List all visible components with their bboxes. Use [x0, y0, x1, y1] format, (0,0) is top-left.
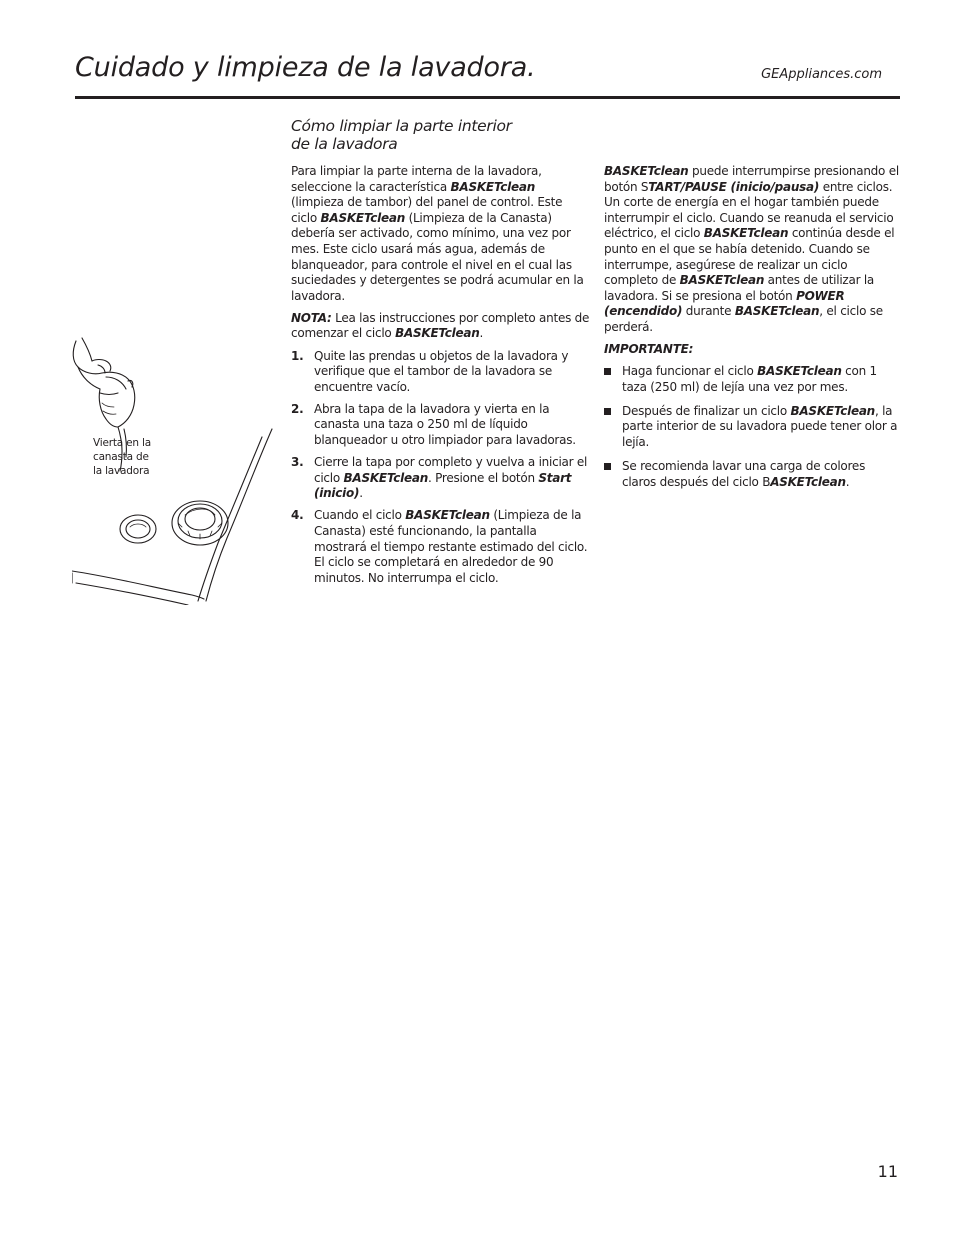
text: Para limpiar la parte interna de la lavadora, seleccione la característica: [291, 164, 542, 194]
step-item: [291, 508, 591, 586]
text: Cuando el ciclo: [314, 508, 406, 523]
text: durante: [682, 304, 735, 319]
text: (Limpieza de la Canasta) esté funcionando, la pantalla mostrará el tiempo restante estimado del ciclo. El ciclo se completará en alrededor de 90 minutos. No interrumpa el ciclo.: [314, 508, 588, 585]
basketclean-term: BASKETclean: [604, 164, 689, 178]
step-number: 3.: [291, 455, 304, 470]
caption-line3: la lavadora: [93, 465, 150, 477]
text: Lea las instrucciones por completo antes de comenzar el ciclo: [291, 310, 590, 341]
caption-line1: Vierta en la: [93, 437, 151, 449]
intro-paragraph: [291, 164, 591, 304]
start-button-term: Start (inicio): [314, 470, 572, 501]
text: . Presione el botón: [428, 470, 539, 485]
note-label: NOTA:: [291, 310, 332, 325]
left-column: [291, 164, 591, 593]
basketclean-term: BASKETclean: [790, 403, 875, 418]
text: Abra la tapa de la lavadora y vierta en la canasta una taza o 250 ml de líquido blanqueador u otro limpiador para lavadoras.: [314, 401, 576, 447]
basketclean-term: BASKETclean: [679, 273, 765, 288]
text: con 1 taza (250 ml) de lejía una vez por mes.: [622, 364, 877, 394]
basketclean-term: BASKETclean: [395, 326, 480, 341]
text: entre ciclos. Un corte de energía en el hogar también puede interrumpir el ciclo. Cuando se reanuda el servicio eléctrico, el ciclo: [604, 179, 894, 241]
figure-caption: [93, 436, 173, 478]
step-number: 1.: [291, 348, 304, 363]
text: , el ciclo se perderá.: [604, 304, 883, 334]
square-bullet-icon: [604, 368, 611, 375]
text: .: [479, 326, 484, 341]
text: (Limpieza de la Canasta) debería ser activado, como mínimo, una vez por mes. Este ciclo usará más agua, además de blanqueador, para controle el nivel en el cual las suciedades y detergentes se podrá acumular en la lavadora.: [291, 210, 584, 303]
text: (limpieza de tambor) del panel de control. Este ciclo: [291, 195, 563, 225]
site-url: GEAppliances.com: [761, 67, 882, 82]
step-number: 4.: [291, 508, 304, 523]
bullet-item: [604, 404, 900, 451]
section-heading-line1: Cómo limpiar la parte interior: [291, 117, 512, 135]
title-divider: [75, 96, 900, 99]
step-item: [291, 455, 591, 502]
text: Se recomienda lavar una carga de colores claros después del ciclo B: [622, 459, 866, 489]
basketclean-term: ASKETclean: [770, 474, 846, 489]
right-column: [604, 164, 900, 499]
basketclean-term: BASKETclean: [703, 226, 789, 241]
basketclean-term: BASKETclean: [734, 304, 820, 319]
caption-line2: canasta de: [93, 451, 149, 463]
basketclean-term: BASKETclean: [405, 508, 490, 523]
basketclean-term: BASKETclean: [320, 210, 405, 225]
bullet-item: [604, 459, 900, 490]
important-list: [604, 364, 900, 490]
basketclean-term: BASKETclean: [343, 470, 428, 485]
basketclean-term: BASKETclean: [450, 179, 535, 194]
section-heading: [291, 117, 561, 153]
steps-list: [291, 349, 591, 587]
start-pause-term: TART/PAUSE (inicio/pausa): [648, 179, 820, 194]
step-number: 2.: [291, 401, 304, 416]
text: continúa desde el punto en el que se había detenido. Cuando se interrumpe, asegúrese de realizar un ciclo completo de: [604, 226, 895, 288]
note-paragraph: [291, 311, 591, 342]
basketclean-term: BASKETclean: [757, 364, 842, 379]
page-title: Cuidado y limpieza de la lavadora.: [75, 52, 536, 83]
page-number: 11: [877, 1162, 898, 1181]
text: Después de finalizar un ciclo: [622, 403, 791, 418]
bullet-item: [604, 364, 900, 395]
text: .: [845, 474, 850, 489]
interrupt-paragraph: [604, 164, 900, 336]
square-bullet-icon: [604, 408, 611, 415]
square-bullet-icon: [604, 463, 611, 470]
section-heading-line2: de la lavadora: [291, 135, 398, 153]
power-term: POWER (encendido): [604, 288, 845, 319]
important-heading: IMPORTANTE:: [604, 342, 694, 357]
text: .: [359, 486, 363, 501]
important-label: [604, 342, 900, 358]
step-item: [291, 349, 591, 396]
step-item: [291, 402, 591, 449]
text: , la parte interior de su lavadora puede tener olor a lejía.: [622, 403, 898, 449]
text: Cierre la tapa por completo y vuelva a iniciar el ciclo: [314, 455, 588, 485]
text: puede interrumpirse presionando el botón S: [604, 164, 899, 194]
text: antes de utilizar la lavadora. Si se presiona el botón: [604, 273, 875, 303]
text: Haga funcionar el ciclo: [622, 364, 758, 379]
text: Quite las prendas u objetos de la lavadora y verifique que el tambor de la lavadora se encuentre vacío.: [314, 348, 569, 394]
